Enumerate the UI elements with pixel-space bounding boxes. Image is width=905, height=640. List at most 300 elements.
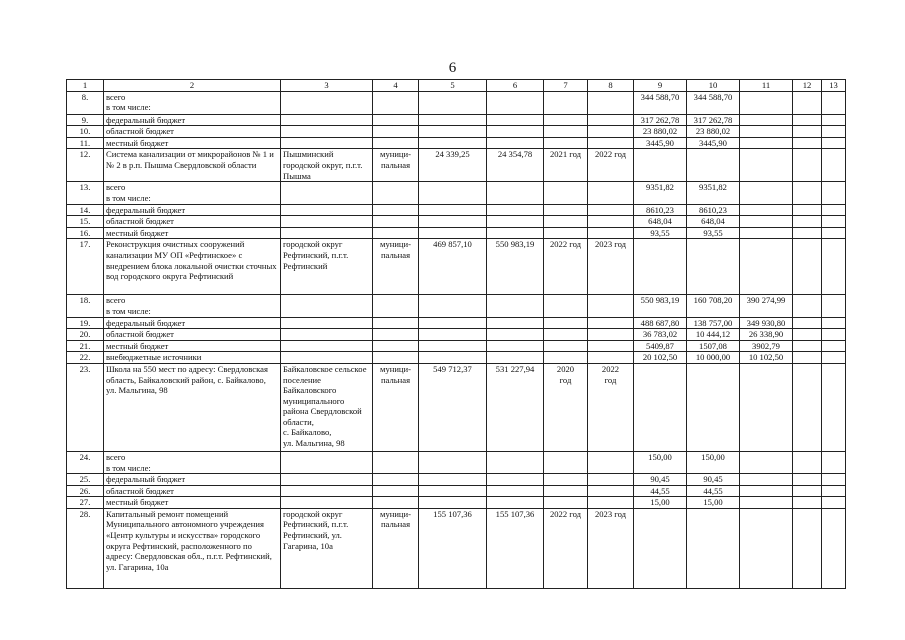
cell-col-3 (281, 137, 373, 149)
cell-col-3: городской округ Рефтинский, п.г.т. Рефтинский, ул. Гагарина, 10а (281, 508, 373, 588)
cell-col-4: муници- пальная (373, 149, 419, 182)
table-row (67, 137, 846, 149)
cell-col-12 (793, 149, 822, 182)
cell-col-7 (544, 295, 588, 317)
column-number-10: 10 (687, 80, 740, 92)
cell-col-1: 18. (67, 295, 104, 317)
cell-col-6: 155 107,36 (487, 508, 544, 588)
cell-col-12 (793, 227, 822, 239)
cell-col-5 (419, 114, 487, 126)
cell-col-5 (419, 126, 487, 138)
cell-col-4: муници- пальная (373, 239, 419, 295)
cell-col-2: Реконструкция очистных сооружений канализации МУ ОП «Рефтинское» с внедрением блока локальной очистки сточных вод городского округа Рефтинский (104, 239, 281, 295)
cell-col-11: 26 338,90 (740, 329, 793, 341)
cell-col-8 (588, 227, 634, 239)
cell-col-1: 17. (67, 239, 104, 295)
cell-col-8 (588, 91, 634, 114)
column-number-3: 3 (281, 80, 373, 92)
cell-col-4 (373, 451, 419, 473)
cell-col-7 (544, 474, 588, 486)
cell-col-4 (373, 329, 419, 341)
cell-col-9: 344 588,70 (634, 91, 687, 114)
cell-col-8 (588, 216, 634, 228)
cell-col-2: федеральный бюджет (104, 474, 281, 486)
cell-col-9: 15,00 (634, 497, 687, 509)
cell-col-3 (281, 340, 373, 352)
cell-col-9 (634, 149, 687, 182)
cell-col-6 (487, 352, 544, 364)
cell-col-2: всего в том числе: (104, 451, 281, 473)
cell-col-1: 12. (67, 149, 104, 182)
cell-col-1: 26. (67, 485, 104, 497)
cell-col-4: муници- пальная (373, 508, 419, 588)
cell-col-10: 9351,82 (687, 182, 740, 204)
cell-col-6: 531 227,94 (487, 363, 544, 451)
cell-col-6 (487, 182, 544, 204)
cell-col-9: 90,45 (634, 474, 687, 486)
cell-col-7 (544, 317, 588, 329)
cell-col-7 (544, 497, 588, 509)
cell-col-3 (281, 91, 373, 114)
cell-col-13 (822, 485, 846, 497)
cell-col-1: 9. (67, 114, 104, 126)
cell-col-5 (419, 137, 487, 149)
table-row (67, 239, 846, 295)
cell-col-7 (544, 485, 588, 497)
table-row (67, 91, 846, 114)
cell-col-6 (487, 451, 544, 473)
cell-col-11 (740, 114, 793, 126)
cell-col-2: местный бюджет (104, 227, 281, 239)
cell-col-12 (793, 497, 822, 509)
column-number-2: 2 (104, 80, 281, 92)
cell-col-4 (373, 91, 419, 114)
cell-col-5 (419, 295, 487, 317)
cell-col-7 (544, 451, 588, 473)
cell-col-13 (822, 329, 846, 341)
cell-col-10 (687, 239, 740, 295)
cell-col-12 (793, 204, 822, 216)
cell-col-11 (740, 485, 793, 497)
cell-col-9: 3445,90 (634, 137, 687, 149)
table-row (67, 216, 846, 228)
cell-col-5: 24 339,25 (419, 149, 487, 182)
cell-col-2: всего в том числе: (104, 295, 281, 317)
cell-col-1: 27. (67, 497, 104, 509)
cell-col-6 (487, 204, 544, 216)
cell-col-10: 23 880,02 (687, 126, 740, 138)
cell-col-1: 22. (67, 352, 104, 364)
cell-col-4 (373, 227, 419, 239)
column-number-9: 9 (634, 80, 687, 92)
cell-col-5 (419, 91, 487, 114)
cell-col-10: 317 262,78 (687, 114, 740, 126)
cell-col-11 (740, 182, 793, 204)
cell-col-13 (822, 149, 846, 182)
cell-col-2: Капитальный ремонт помещений Муниципального автономного учреждения «Центр культуры и искусства» городского округа Рефтинский, расположенного по адресу: Свердловская обл., п.г.т. Рефтинский, ул. Гагарина, 10а (104, 508, 281, 588)
cell-col-6 (487, 137, 544, 149)
cell-col-7: 2021 год (544, 149, 588, 182)
table-row (67, 295, 846, 317)
cell-col-4 (373, 474, 419, 486)
cell-col-8: 2022 год (588, 363, 634, 451)
cell-col-11 (740, 137, 793, 149)
table-row (67, 329, 846, 341)
cell-col-11 (740, 508, 793, 588)
table-row (67, 363, 846, 451)
cell-col-10: 44,55 (687, 485, 740, 497)
cell-col-1: 10. (67, 126, 104, 138)
cell-col-8 (588, 474, 634, 486)
cell-col-6: 24 354,78 (487, 149, 544, 182)
cell-col-12 (793, 137, 822, 149)
cell-col-11 (740, 451, 793, 473)
cell-col-5 (419, 216, 487, 228)
cell-col-11 (740, 216, 793, 228)
cell-col-12 (793, 317, 822, 329)
cell-col-10: 648,04 (687, 216, 740, 228)
cell-col-4 (373, 352, 419, 364)
table-row (67, 126, 846, 138)
cell-col-11 (740, 91, 793, 114)
table-row (67, 508, 846, 588)
cell-col-4 (373, 137, 419, 149)
cell-col-13 (822, 508, 846, 588)
cell-col-5 (419, 227, 487, 239)
cell-col-1: 25. (67, 474, 104, 486)
table-row (67, 204, 846, 216)
table-row (67, 451, 846, 473)
cell-col-1: 13. (67, 182, 104, 204)
cell-col-5 (419, 340, 487, 352)
column-number-5: 5 (419, 80, 487, 92)
cell-col-10 (687, 508, 740, 588)
cell-col-11 (740, 363, 793, 451)
column-number-13: 13 (822, 80, 846, 92)
cell-col-2: федеральный бюджет (104, 317, 281, 329)
cell-col-6 (487, 114, 544, 126)
cell-col-5: 155 107,36 (419, 508, 487, 588)
cell-col-8 (588, 114, 634, 126)
cell-col-6 (487, 474, 544, 486)
cell-col-10: 1507,08 (687, 340, 740, 352)
cell-col-12 (793, 474, 822, 486)
cell-col-11 (740, 497, 793, 509)
cell-col-13 (822, 182, 846, 204)
cell-col-11: 390 274,99 (740, 295, 793, 317)
cell-col-7 (544, 114, 588, 126)
cell-col-4 (373, 340, 419, 352)
cell-col-11: 349 930,80 (740, 317, 793, 329)
cell-col-13 (822, 497, 846, 509)
cell-col-1: 11. (67, 137, 104, 149)
cell-col-10: 8610,23 (687, 204, 740, 216)
cell-col-13 (822, 91, 846, 114)
table-row (67, 227, 846, 239)
cell-col-11 (740, 204, 793, 216)
cell-col-12 (793, 508, 822, 588)
cell-col-8 (588, 317, 634, 329)
cell-col-8 (588, 451, 634, 473)
cell-col-3 (281, 352, 373, 364)
cell-col-2: местный бюджет (104, 497, 281, 509)
cell-col-9: 317 262,78 (634, 114, 687, 126)
cell-col-13 (822, 227, 846, 239)
cell-col-1: 20. (67, 329, 104, 341)
cell-col-7 (544, 329, 588, 341)
table-row (67, 182, 846, 204)
cell-col-3 (281, 451, 373, 473)
cell-col-13 (822, 114, 846, 126)
cell-col-10 (687, 363, 740, 451)
column-number-1: 1 (67, 80, 104, 92)
cell-col-3 (281, 216, 373, 228)
cell-col-13 (822, 295, 846, 317)
cell-col-12 (793, 329, 822, 341)
cell-col-9: 648,04 (634, 216, 687, 228)
cell-col-4 (373, 182, 419, 204)
table-row (67, 485, 846, 497)
cell-col-10: 150,00 (687, 451, 740, 473)
cell-col-8 (588, 295, 634, 317)
cell-col-12 (793, 352, 822, 364)
cell-col-13 (822, 451, 846, 473)
cell-col-11 (740, 474, 793, 486)
cell-col-1: 8. (67, 91, 104, 114)
cell-col-9 (634, 239, 687, 295)
column-number-row (67, 80, 846, 92)
cell-col-5 (419, 317, 487, 329)
cell-col-4 (373, 204, 419, 216)
cell-col-5 (419, 474, 487, 486)
cell-col-7 (544, 91, 588, 114)
cell-col-5 (419, 182, 487, 204)
cell-col-2: внебюджетные источники (104, 352, 281, 364)
cell-col-3 (281, 204, 373, 216)
cell-col-7: 2020 год (544, 363, 588, 451)
cell-col-6 (487, 485, 544, 497)
cell-col-9: 8610,23 (634, 204, 687, 216)
cell-col-2: федеральный бюджет (104, 204, 281, 216)
cell-col-2: областной бюджет (104, 126, 281, 138)
cell-col-9: 93,55 (634, 227, 687, 239)
cell-col-6 (487, 126, 544, 138)
cell-col-8 (588, 352, 634, 364)
cell-col-3: Байкаловское сельское поселение Байкаловского муниципального района Свердловской области, с. Байкалово, ул. Мальгина, 98 (281, 363, 373, 451)
cell-col-2: всего в том числе: (104, 91, 281, 114)
cell-col-10: 344 588,70 (687, 91, 740, 114)
cell-col-12 (793, 216, 822, 228)
table-row (67, 149, 846, 182)
cell-col-8 (588, 497, 634, 509)
cell-col-2: местный бюджет (104, 137, 281, 149)
cell-col-3: Пышминский городской округ, п.г.т. Пышма (281, 149, 373, 182)
cell-col-12 (793, 182, 822, 204)
cell-col-5 (419, 204, 487, 216)
cell-col-10: 10 444,12 (687, 329, 740, 341)
cell-col-2: местный бюджет (104, 340, 281, 352)
cell-col-6 (487, 317, 544, 329)
cell-col-12 (793, 126, 822, 138)
cell-col-8 (588, 182, 634, 204)
cell-col-7: 2022 год (544, 508, 588, 588)
cell-col-12 (793, 239, 822, 295)
cell-col-6 (487, 329, 544, 341)
cell-col-9: 20 102,50 (634, 352, 687, 364)
table-row (67, 497, 846, 509)
cell-col-8: 2022 год (588, 149, 634, 182)
cell-col-6 (487, 340, 544, 352)
cell-col-11 (740, 227, 793, 239)
cell-col-8 (588, 126, 634, 138)
cell-col-1: 21. (67, 340, 104, 352)
cell-col-3 (281, 295, 373, 317)
cell-col-1: 15. (67, 216, 104, 228)
cell-col-4: муници- пальная (373, 363, 419, 451)
cell-col-3 (281, 474, 373, 486)
cell-col-12 (793, 363, 822, 451)
cell-col-7 (544, 340, 588, 352)
cell-col-7 (544, 227, 588, 239)
cell-col-5 (419, 451, 487, 473)
cell-col-10: 93,55 (687, 227, 740, 239)
cell-col-11: 10 102,50 (740, 352, 793, 364)
cell-col-4 (373, 485, 419, 497)
column-number-6: 6 (487, 80, 544, 92)
cell-col-9: 5409,87 (634, 340, 687, 352)
cell-col-6 (487, 227, 544, 239)
cell-col-8: 2023 год (588, 508, 634, 588)
cell-col-9: 550 983,19 (634, 295, 687, 317)
cell-col-8 (588, 329, 634, 341)
cell-col-7: 2022 год (544, 239, 588, 295)
cell-col-10: 138 757,00 (687, 317, 740, 329)
cell-col-7 (544, 352, 588, 364)
cell-col-8: 2023 год (588, 239, 634, 295)
cell-col-8 (588, 137, 634, 149)
cell-col-5 (419, 329, 487, 341)
table-row (67, 317, 846, 329)
cell-col-10: 3445,90 (687, 137, 740, 149)
column-number-7: 7 (544, 80, 588, 92)
table-row (67, 114, 846, 126)
cell-col-13 (822, 474, 846, 486)
cell-col-9: 488 687,80 (634, 317, 687, 329)
cell-col-13 (822, 352, 846, 364)
cell-col-7 (544, 216, 588, 228)
cell-col-10: 90,45 (687, 474, 740, 486)
cell-col-8 (588, 204, 634, 216)
cell-col-9 (634, 363, 687, 451)
cell-col-5: 549 712,37 (419, 363, 487, 451)
cell-col-11 (740, 239, 793, 295)
cell-col-5: 469 857,10 (419, 239, 487, 295)
cell-col-10: 15,00 (687, 497, 740, 509)
cell-col-3 (281, 114, 373, 126)
cell-col-1: 28. (67, 508, 104, 588)
cell-col-13 (822, 340, 846, 352)
cell-col-4 (373, 317, 419, 329)
cell-col-2: областной бюджет (104, 485, 281, 497)
cell-col-9 (634, 508, 687, 588)
table-row (67, 340, 846, 352)
cell-col-7 (544, 182, 588, 204)
cell-col-11 (740, 149, 793, 182)
cell-col-12 (793, 451, 822, 473)
cell-col-2: федеральный бюджет (104, 114, 281, 126)
page-number: 6 (448, 60, 457, 76)
cell-col-13 (822, 204, 846, 216)
cell-col-2: Система канализации от микрорайонов № 1 и № 2 в р.п. Пышма Свердловской области (104, 149, 281, 182)
column-number-11: 11 (740, 80, 793, 92)
cell-col-3 (281, 182, 373, 204)
cell-col-3 (281, 126, 373, 138)
column-number-8: 8 (588, 80, 634, 92)
cell-col-1: 24. (67, 451, 104, 473)
cell-col-6 (487, 295, 544, 317)
cell-col-12 (793, 340, 822, 352)
cell-col-6 (487, 216, 544, 228)
cell-col-12 (793, 295, 822, 317)
cell-col-3: городской округ Рефтинский, п.г.т. Рефтинский (281, 239, 373, 295)
cell-col-5 (419, 352, 487, 364)
cell-col-10: 160 708,20 (687, 295, 740, 317)
cell-col-13 (822, 126, 846, 138)
cell-col-3 (281, 497, 373, 509)
cell-col-3 (281, 485, 373, 497)
column-number-4: 4 (373, 80, 419, 92)
table-row (67, 352, 846, 364)
cell-col-9: 44,55 (634, 485, 687, 497)
cell-col-7 (544, 126, 588, 138)
cell-col-3 (281, 317, 373, 329)
table-row (67, 474, 846, 486)
table-body (67, 91, 846, 588)
cell-col-2: областной бюджет (104, 329, 281, 341)
cell-col-2: Школа на 550 мест по адресу: Свердловская область, Байкаловский район, с. Байкалово, ул. Мальгина, 98 (104, 363, 281, 451)
cell-col-13 (822, 363, 846, 451)
cell-col-13 (822, 239, 846, 295)
cell-col-7 (544, 204, 588, 216)
cell-col-10: 10 000,00 (687, 352, 740, 364)
cell-col-1: 14. (67, 204, 104, 216)
cell-col-9: 150,00 (634, 451, 687, 473)
cell-col-12 (793, 114, 822, 126)
cell-col-4 (373, 126, 419, 138)
cell-col-6: 550 983,19 (487, 239, 544, 295)
cell-col-1: 16. (67, 227, 104, 239)
cell-col-11 (740, 126, 793, 138)
cell-col-4 (373, 497, 419, 509)
cell-col-6 (487, 91, 544, 114)
cell-col-1: 23. (67, 363, 104, 451)
cell-col-9: 36 783,02 (634, 329, 687, 341)
investment-table (66, 79, 846, 589)
cell-col-12 (793, 485, 822, 497)
cell-col-13 (822, 216, 846, 228)
cell-col-4 (373, 114, 419, 126)
cell-col-13 (822, 317, 846, 329)
cell-col-3 (281, 329, 373, 341)
cell-col-9: 9351,82 (634, 182, 687, 204)
cell-col-13 (822, 137, 846, 149)
cell-col-5 (419, 497, 487, 509)
cell-col-4 (373, 295, 419, 317)
cell-col-7 (544, 137, 588, 149)
cell-col-4 (373, 216, 419, 228)
cell-col-8 (588, 340, 634, 352)
cell-col-1: 19. (67, 317, 104, 329)
